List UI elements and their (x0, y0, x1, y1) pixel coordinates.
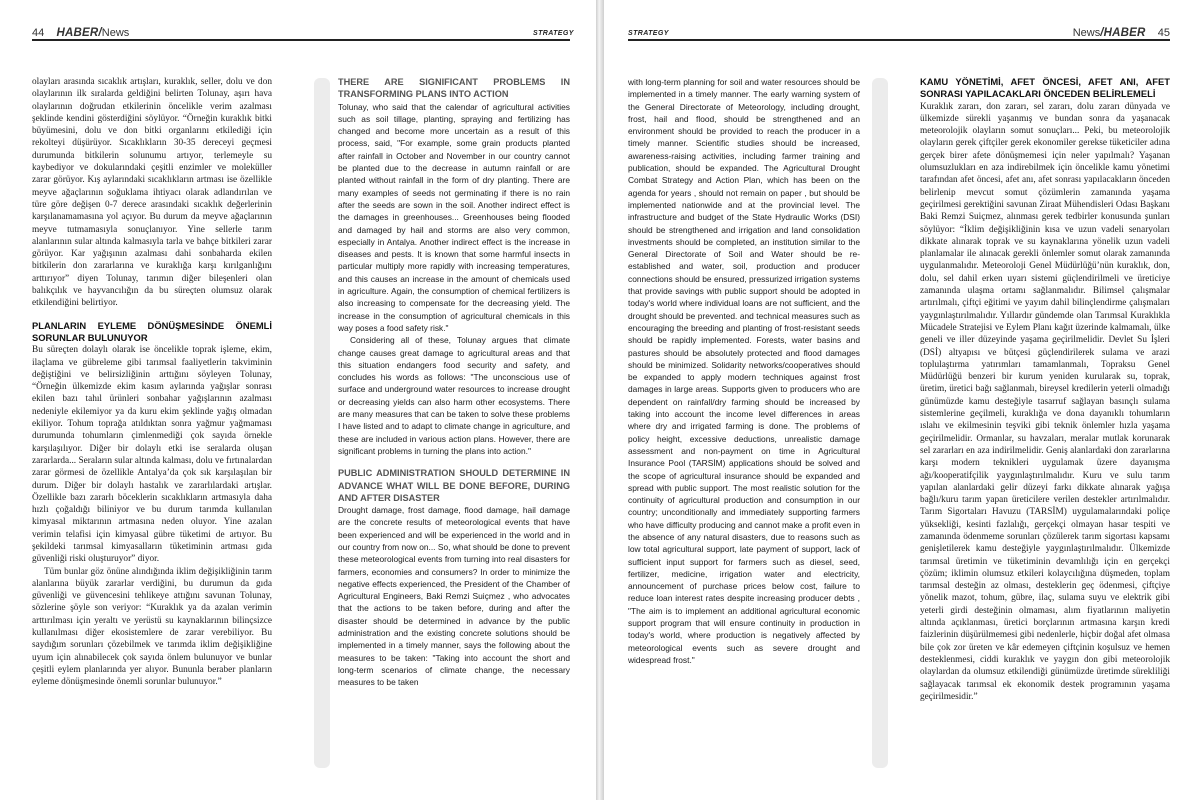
body-paragraph: Drought damage, frost damage, flood damage, hail damage are the concrete results of meteorological events that have been experienced and will be experienced in the world and in our country from now on... So, what should be done to prevent these meteorological events from turning into real disasters for farmers, economies and consumers? In order to minimize the negative effects experienced, the President of the Chamber of Agricultural Engineers, Baki Remzi Suiçmez , who advocates that the actions to be taken before, during and after the disaster should be determined in advance by the public administration and the existing concrete solutions should be implemented in a timely manner, says the following about the measures to be taken: "Taking into account the short and long-term scenarios of climate change, the necessary measures to be taken (338, 505, 570, 688)
column-2 (338, 76, 570, 689)
brand-separator: / (1100, 27, 1104, 39)
section-heading: THERE ARE SIGNIFICANT PROBLEMS IN TRANSFORMING PLANS INTO ACTION (338, 77, 570, 100)
brand-logo: HABER (1103, 27, 1146, 39)
section-heading: PUBLIC ADMINISTRATION SHOULD DETERMINE IN ADVANCE WHAT WILL BE DONE BEFORE, DURING AND AFTER DISASTER (338, 468, 570, 503)
section-heading: KAMU YÖNETİMİ, AFET ÖNCESİ, AFET ANI, AFET SONRASI YAPILACAKLARI ÖNCEDEN BELİRLEMELİ (920, 76, 1170, 100)
header-rule (32, 39, 570, 41)
page-number: 45 (1157, 27, 1170, 39)
section-name: News (101, 27, 130, 39)
section-heading: PLANLARIN EYLEME DÖNÜŞMESİNDE ÖNEMLİ SORUNLAR BULUNUYOR (32, 319, 272, 343)
column-1 (32, 76, 272, 689)
column-3 (628, 76, 860, 666)
section-name: News (1072, 27, 1101, 39)
left-page (0, 0, 596, 800)
brand-logo: HABER (56, 27, 99, 39)
page-gutter (596, 0, 604, 800)
body-paragraph: with long-term planning for soil and water resources should be implemented in a timely manner. The early warning system of the General Directorate of Meteorology, including drought, frost, hail and flood, should be strengthened and an environment should be provided to reach the producer in a timely manner. Scientific studies should be increased, awareness-raising activities, including farmer training and publication, should be expanded. The Agricultural Drought Combat Strategy and Action Plan, which has been on the agenda for years , should not remain on paper , but should be implemented nationwide and at the provincial level. The infrastructure and budget of the State Hydraulic Works (DSI) should be strengthened and irrigation and land consolidation investments should be completed, an institution similar to the General Directorate of Soil and Water should be re-established and water, soil, production and producer connections should be ensured, pressurized irrigation systems that provide savings with public support should be adopted in today's world where individual loans are not sufficient, and the drought should be prevented. and technical measures such as encouraging the breeding and planting of frost-resistant seeds should be rapidly implemented. Forests, water basins and pastures should be absolutely protected and flood damages should be minimized. Solidarity networks/cooperatives should be expanded to apply modern techniques against frost damages in large areas. Supports given to producers who are dependent on rainfall/dry farming should be increased by taking into account the income level differences in areas where dry and irrigated farming is done. The problems of policy height, excessive deductions, unrealistic damage assessment and non-payment on time in Agricultural Insurance Pool (TARSİM) applications should be solved and the scope of agricultural insurance should be expanded and spread with public support. The most realistic solution for the continuity of agricultural production and consumption in our country; unconditionally and immediately supporting farmers who have difficulty producing and cannot make a profit even in the absence of any natural disasters, due to reasons such as low total agricultural support, late payment of support, lack of sufficient input support for farmers such as diesel, seed, fertilizer, medicine, irrigation water and electricity, announcement of purchase prices below cost, failure to reduce loan interest rates despite increasing producer debts , "The aim is to implement an additional agricultural economic support program that will ensure continuity in production in today's world, where production is negatively affected by meteorological events such as severe drought and widespread frost." (628, 77, 860, 665)
body-paragraph: Bu süreçten dolaylı olarak ise öncelikle toprak işleme, ekim, ilaçlama ve gübreleme gibi tarımsal faaliyetlerin takviminin değiştiğini ve belirsizliğinin arttığını söyleyen Tolunay, “Örneğin ülkemizde ekim kasım aylarında yağışlar sonrası ekilen bazı tahıl ürünleri sonbahar yağışlarının azalması nedeniyle ekilemiyor ya da kuru ekim şeklinde yağış olmadan ekiliyor. Tohum toprağa atıldıktan sonra yağmur yağmaması durumunda tohumların çimlenmediği çok sayıda örnekle karşılaşılıyor. Diğer bir dolaylı etki ise seralarda oluşan zararlarda... Seraların sular altında kalması, dolu ve fırtınalardan zarar görmesi de özellikle Antalya’da çok sık karşılaşılan bir durum. Diğer bir dolaylı hastalık ve zararlılardaki artışlar. Özellikle bazı zararlı böceklerin sıcaklıkların artmasıyla daha hızlı çoğaldığı biliniyor ve bu durum tarımda kullanılan kimyasal miktarının artmasına neden oluyor. Yine azalan verimin telafisi için kimyasal gübre tüketimi de artıyor. Bu şekildeki tarımsal kimyasalların tüketiminin artması gıda güvenliği riski oluşturuyor” diyor. (32, 345, 272, 565)
sidebar-background (314, 78, 330, 768)
brand-separator: / (98, 27, 102, 39)
body-paragraph: Tüm bunlar göz önüne alındığında iklim değişikliğinin tarım alanlarına büyük zararlar verdiğini, bu durumun da gıda güvenliği ve güvencesini tehlikeye attığını savunan Tolunay, sözlerine şöyle son veriyor: “Kuraklık ya da azalan verimin arttırılması için yeraltı ve yerüstü su kaynaklarının bilinçsizce kullanılması diğer ekosistemlere de zarar verebiliyor. Bu saydığım sorunları çözebilmek ve tarımda iklim değişikliğine uyum için alınabilecek çok sayıda önlem bulunuyor ve bunlar çeşitli eylem planlarında yer alıyor. Bununla beraber planların eyleme dönüşmesinde önemli sorunlar bulunuyor.” (32, 566, 272, 688)
strategy-tag: STRATEGY (533, 30, 574, 37)
body-paragraph: olayları arasında sıcaklık artışları, kuraklık, seller, dolu ve don olaylarının ilk sıralarda geldiğini belirten Tolunay, aşırı hava olaylarının doğrudan etkilerinin öncelikle verim azalması şeklinde kendini gösterdiğini söylüyor. “Örneğin kuraklık bitki büyümesini, dolu ve don bitki organlarını etkilediği için rekolteyi düşürüyor. Sıcaklıkların 30-35 dereceyi geçmesi durumunda bitkilerin solunumu artıyor, terlemeyle su kaybediyor ve dokularındaki çeşitli enzimler ve moleküller zarar görüyor. Kış aylarındaki sıcaklıkların artması ise özellikle meyve ağaçlarının soğuklama ihtiyacı olarak adlandırılan ve türe göre değişen 0-7 derece arasındaki sıcaklık değerlerinin karşılanamamasına yol açıyor. Bu durum da meyve ağaçlarının meyve tutmamasıyla sonuçlanıyor. Yine sellerle tarım alanlarının sular altında kalmasıyla tarla ve bahçe bitkileri zarar görüyor. Kar yağışının azalması dahi sonbaharda ekilen bitkilerin don zararlarına ve kuraklığa karşı kırılganlığını arttırıyor” diyen Tolunay, tarımın diğer bileşenleri olan balıkçılık ve hayvancılığın da bu süreçten olumsuz olarak etkilendiğini belirtiyor. (32, 77, 272, 309)
strategy-tag: STRATEGY (628, 30, 669, 37)
right-page (604, 0, 1200, 800)
column-4 (920, 76, 1170, 703)
body-paragraph: Kuraklık zararı, don zararı, sel zararı, dolu zararı dünyada ve ülkemizde sürekli yaşanmış ve bundan sonra da yaşanacak meteorolojik olayların somut sonuçları... Peki, bu meteorolojik olayların gerek çiftçiler gerek ekonomiler gerekse tüketiciler adına gerçek birer afete dönüşmemesi için neler yapılmalı? Yaşanan olumsuzlukları en aza indirebilmek için öncelikle kamu yönetimi tarafından afet öncesi, afet anı, afet sonrası yapılacakların önceden belirlenip mevcut somut çözümlerin zamanında yaşama geçirilmesi gerektiğini savunan Ziraat Mühendisleri Odası Başkanı Baki Remzi Suiçmez, alınması gerek tedbirler konusunda şunları söylüyor: “İklim değişikliğinin kısa ve uzun vadeli senaryoları dikkate alınarak toprak ve su kaynaklarına yönelik uzun vadeli planlamalar ile alınacak gerekli önlemler somut olarak zamanında uygulanmalıdır. Meteoroloji Genel Müdürlüğü’nün kuraklık, don, dolu, sel dahil erken uyarı sistemi güçlendirilmeli ve üreticiye zamanında ulaşma ortamı sağlanmalıdır. Bilimsel çalışmalar artırılmalı, çiftçi eğitimi ve yayım dahil bilinçlendirme çalışmaları yaygınlaştırılmalıdır. Yıllardır gündemde olan Tarımsal Kuraklıkla Mücadele Stratejisi ve Eylem Planı kağıt üzerinde kalmamalı, ülke geneli ve iller düzeyinde yaşama geçirilmelidir. Devlet Su İşleri (DSİ) altyapısı ve bütçesi güçlendirilerek sulama ve arazi toplulaştırma yatırımları tamamlanmalı, Topraksu Genel Müdürlüğü benzeri bir kurum yeniden kurularak su, toprak, üretim, üretici bağı sağlanmalı, bireysel kredilerin yeterli olmadığı günümüzde kamu desteğiyle tasarruf sağlayan basınçlı sulama sistemlerine geçilmeli, kuraklığa ve dona dayanıklı tohumların ıslahı ve ekilmesinin teşviki gibi teknik önlemler hızla yaşama geçirilmelidir. Ormanlar, su havzaları, meralar mutlak korunarak sel zararları en aza indirilmelidir. Geniş alanlardaki don zararlarına karşı modern teknikleri uygulamak üzere dayanışma ağı/kooperatifçilik yaygınlaştırılmalıdır. Kuru ve sulu tarım yapılan alanlardaki gelir düzeyi farkı dikkate alınarak yağışa bağlı/kuru tarım yapan üreticilere verilen destekler artırılmalıdır. Tarım Sigortaları Havuzu (TARSİM) uygulamalarındaki poliçe yüksekliği, kesinti fazlalığı, gerçekçi olmayan hasar tespiti ve zamanında ödenmeme sorunları çözülerek tarım sigortası kapsamı genişletilerek kamu desteğiyle yaygınlaştırılmalıdır. Ülkemizde tarımsal üretimin ve tüketiminin devamlılığı için en gerçekçi çözüm; iklimin olumsuz etkileri kolaycılığına düşmeden, toplam tarımsal desteğin az olması, desteklerin geç ödenmesi, çiftçiye yönelik mazot, tohum, gübre, ilaç, sulama suyu ve elektrik gibi yeterli girdi desteğinin olmaması, alım fiyatlarının maliyetin altında açıklanması, üretici borçlarının artmasına karşın kredi faizlerinin düşürülmemesi gibi nedenlerle, hiçbir doğal afet olmasa bile çok zor üreten ve kâr edemeyen çiftçinin koşulsuz ve hemen desteklenmesi, ciddi kuraklık ve yaygın don gibi meteorolojik olaylardan da olumsuz etkilendiği günümüzde üretimde sürekliliği sağlayacak tarımsal ek ekonomik destek programının yaşama geçirilmesidir.” (920, 101, 1170, 702)
sidebar-background (872, 78, 888, 768)
page-number: 44 (32, 27, 45, 39)
body-paragraph: Tolunay, who said that the calendar of agricultural activities such as soil tillage, planting, spraying and fertilizing has changed and become more uncertain as a result of this process, said, "For example, some grain products planted after rainfall in October and November in our country cannot be planted due to the decrease in autumn rainfall or are planted without rainfall in the form of dry planting. There are many examples of seeds not germinating if there is no rain after the seeds are sown in the soil. Another indirect effect is the damages in greenhouses... Greenhouses being flooded and damaged by hail and storms are also very common, especially in Antalya. Another indirect effect is the increase in diseases and pests. It is known that some harmful insects in particular multiply more rapidly with increasing temperatures, and this causes an increase in the amount of chemicals used in agriculture. Again, the consumption of chemical fertilizers is also increasing to compensate for the decreasing yield. The increase in the consumption of agricultural chemicals in this way poses a food safety risk." (338, 101, 570, 333)
body-paragraph: Considering all of these, Tolunay argues that climate change causes great damage to agricultural areas and that this situation endangers food security and safety, and concludes his words as follows: "The unconscious use of surface and underground water resources to increase drought or decreasing yields can also harm other ecosystems. There are many measures that can be taken to solve these problems I have listed and to adapt to climate change in agriculture, and these are included in various action plans. However, there are significant problems in turning the plans into action." (338, 335, 570, 456)
header-rule (628, 39, 1170, 41)
